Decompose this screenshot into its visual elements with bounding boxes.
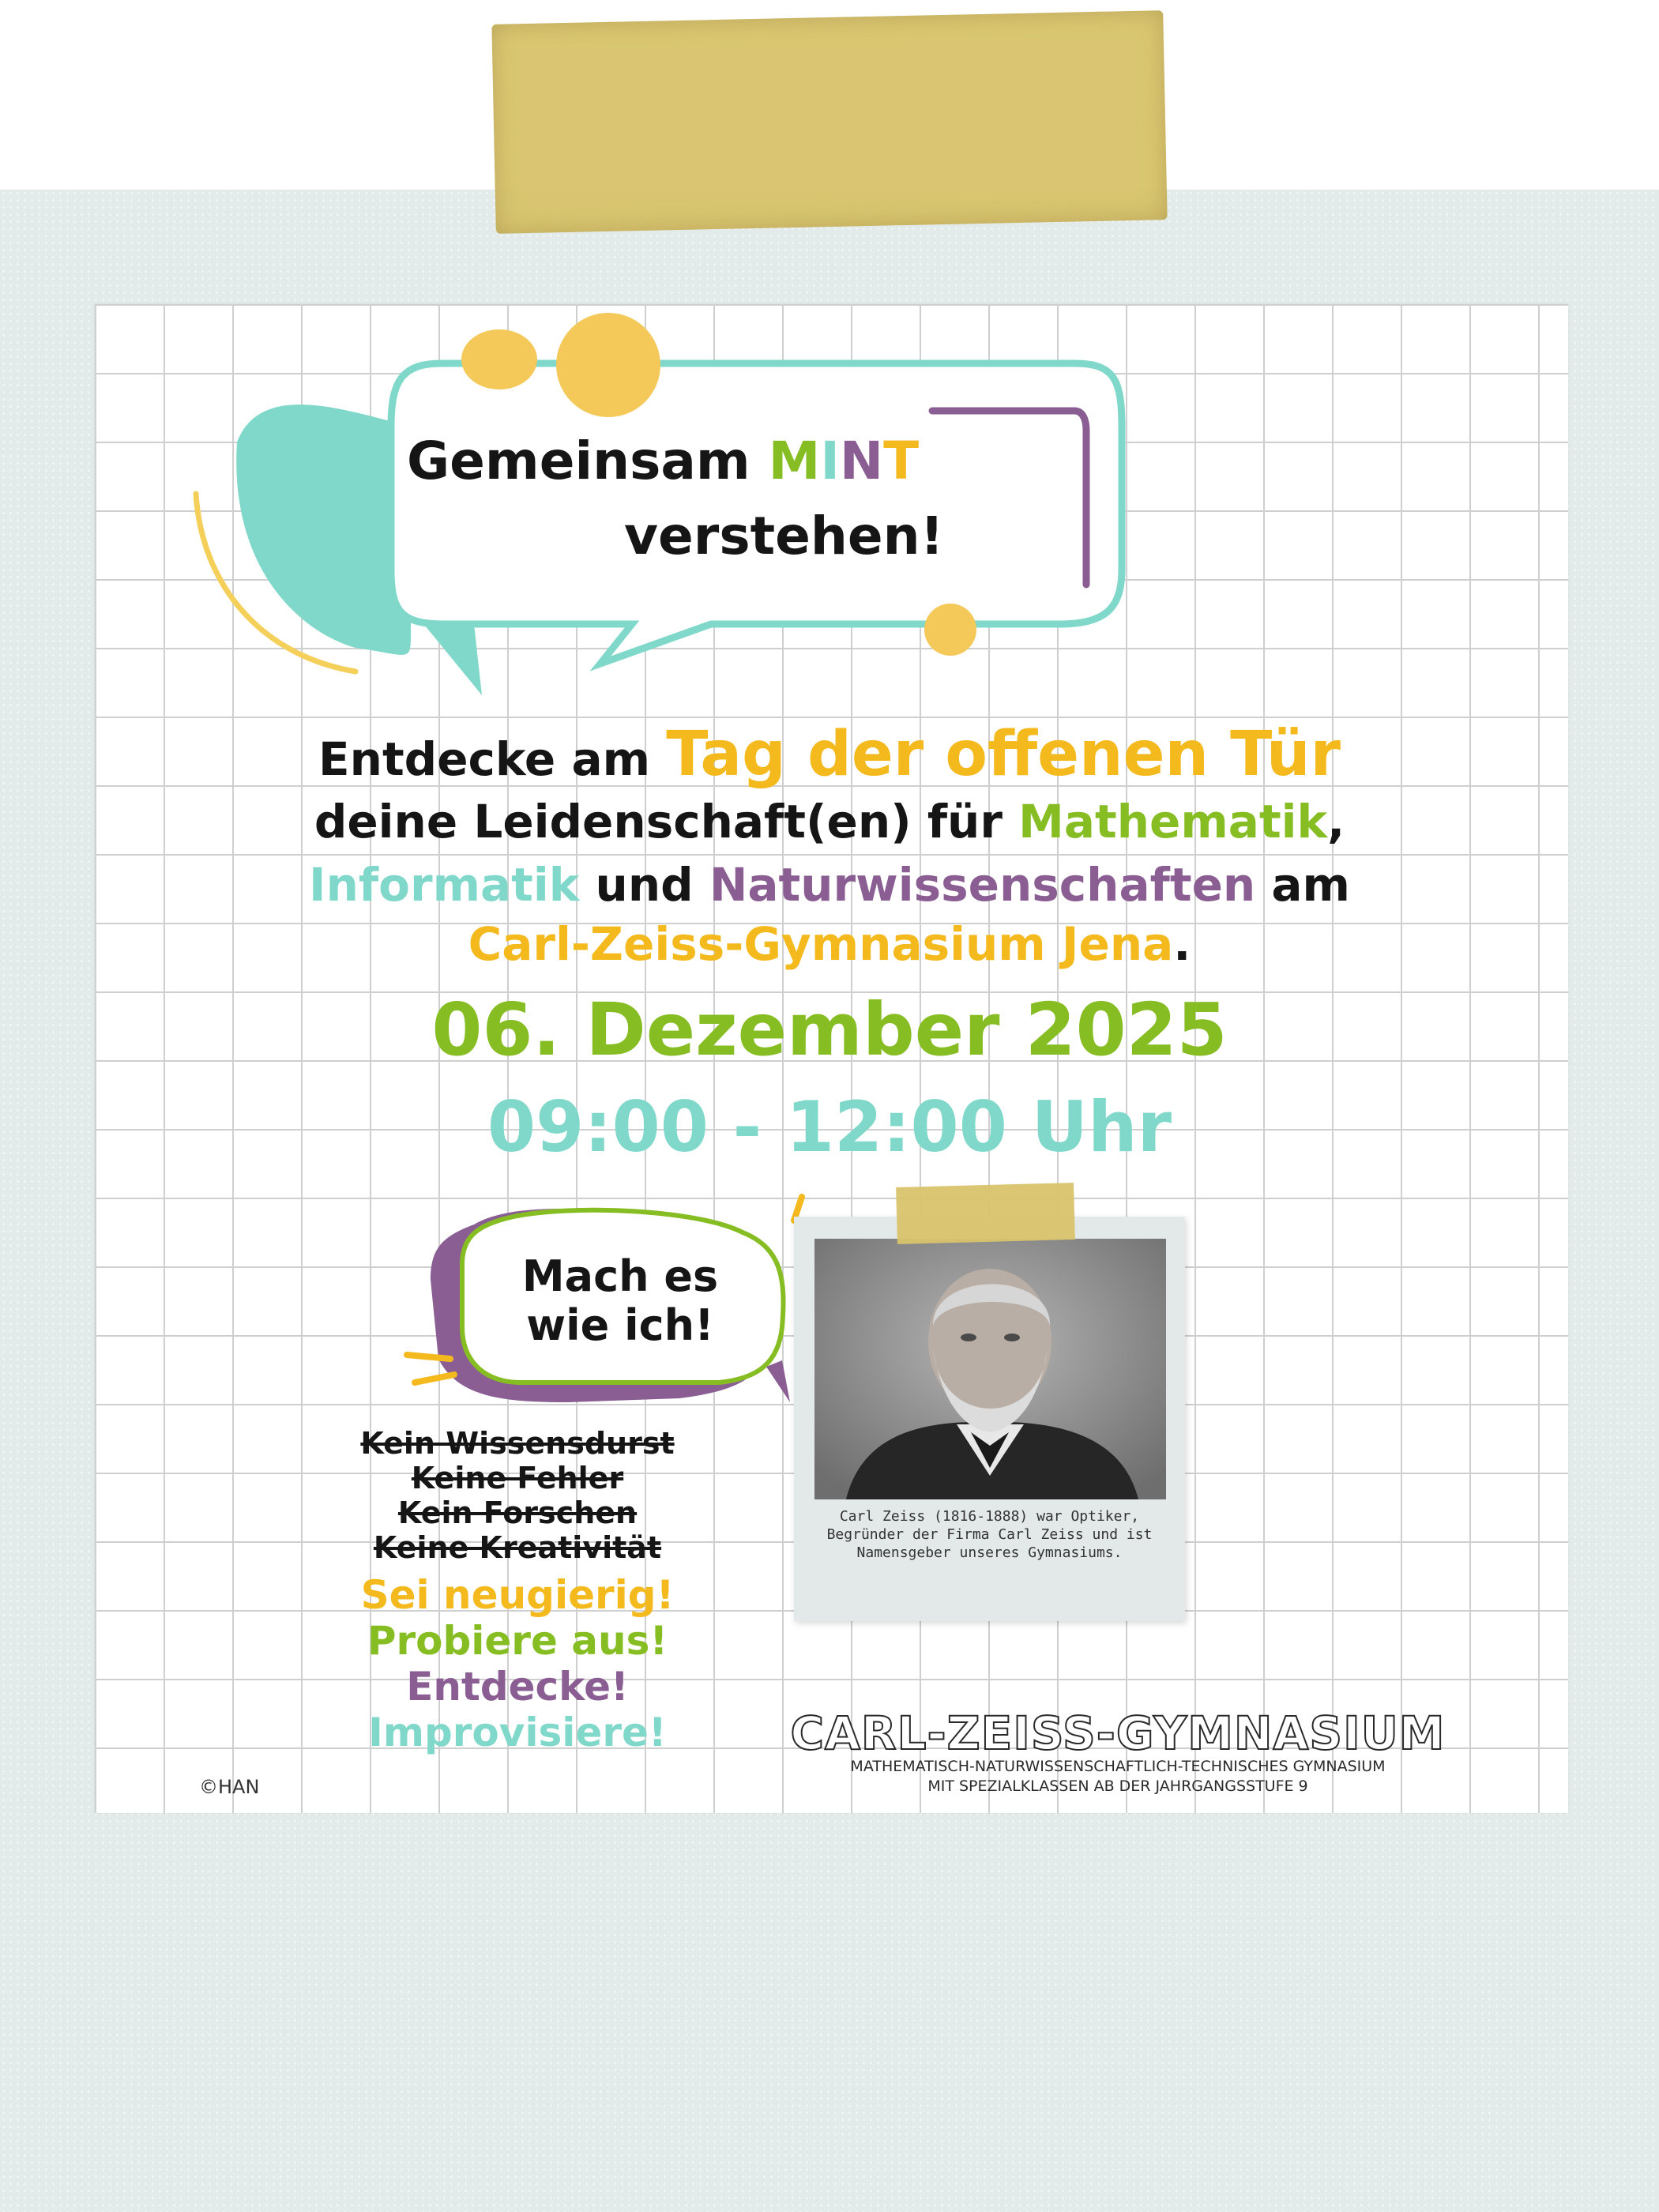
subject-informatik: Informatik [309, 858, 580, 912]
call-list [344, 1572, 691, 1755]
yellow-dot [461, 329, 537, 389]
mint-letter-n: N [839, 431, 884, 491]
mint-letter-m: M [768, 431, 821, 491]
struck-item: Kein Forschen [397, 1495, 638, 1530]
mint-word [769, 431, 920, 491]
struck-list [344, 1426, 691, 1565]
mach-es-text [466, 1252, 774, 1350]
bubble-line: wie ich! [526, 1300, 714, 1350]
subject-naturwissenschaften: Naturwissenschaften [709, 858, 1256, 912]
struck-item: Kein Wissensdurst [360, 1426, 675, 1461]
accent-stroke [407, 1355, 450, 1359]
intro-text: und [595, 858, 694, 912]
bubble-line: Mach es [521, 1251, 719, 1301]
photo-caption: Carl Zeiss (1816-1888) war Optiker, Begründer der Firma Carl Zeiss und ist Namensgeber unseres Gymnasiums. [826, 1508, 1153, 1561]
accent-stroke [415, 1375, 454, 1382]
yellow-dot [556, 313, 660, 417]
photo-card [794, 1217, 1185, 1621]
call-item: Entdecke! [406, 1664, 629, 1710]
intro-line2 [237, 794, 1422, 849]
intro-highlight-event: Tag der offenen Tür [666, 719, 1341, 790]
intro-period: . [1173, 917, 1191, 971]
struck-item: Keine Fehler [411, 1461, 624, 1495]
call-item: Improvisiere! [368, 1710, 667, 1755]
headline-line2: verstehen! [624, 506, 944, 566]
intro-text: Entdecke am [318, 732, 651, 786]
intro-text: deine Leidenschaft(en) für [314, 795, 1003, 848]
school-name-highlight: Carl-Zeiss-Gymnasium Jena [468, 917, 1174, 971]
yellow-dot [924, 604, 976, 656]
intro-text: am [1271, 858, 1350, 912]
intro-comma: , [1327, 795, 1345, 848]
call-item: Sei neugierig! [360, 1572, 675, 1618]
school-logo-subtitle: MATHEMATISCH-NATURWISSENSCHAFTLICH-TECHNISCHES GYMNASIUM [850, 1758, 1386, 1775]
tape-strip-small [896, 1183, 1075, 1244]
headline-word: Gemeinsam [407, 431, 750, 491]
intro-line3 [237, 857, 1422, 912]
call-item: Probiere aus! [367, 1618, 668, 1664]
portrait-illustration [814, 1239, 1166, 1499]
event-date: 06. Dezember 2025 [431, 988, 1228, 1072]
bubble-tail [766, 1360, 790, 1402]
mint-letter-t: T [883, 431, 920, 491]
credit-text: ©HAN [199, 1776, 260, 1798]
teal-bubble-back [236, 404, 411, 655]
intro-line1 [237, 719, 1422, 791]
event-time: 09:00 - 12:00 Uhr [487, 1086, 1172, 1168]
struck-item: Keine Kreativität [373, 1530, 662, 1565]
headline-line1 [407, 431, 919, 491]
subject-mathematik: Mathematik [1018, 795, 1328, 848]
intro-line4 [237, 916, 1422, 972]
mint-letter-i: I [820, 431, 840, 491]
school-logo-name: CARL-ZEISS-GYMNASIUM [790, 1706, 1446, 1760]
portrait-photo [814, 1239, 1166, 1499]
school-logo-subtitle-2: MIT SPEZIALKLASSEN AB DER JAHRGANGSSTUFE 9 [927, 1778, 1308, 1795]
